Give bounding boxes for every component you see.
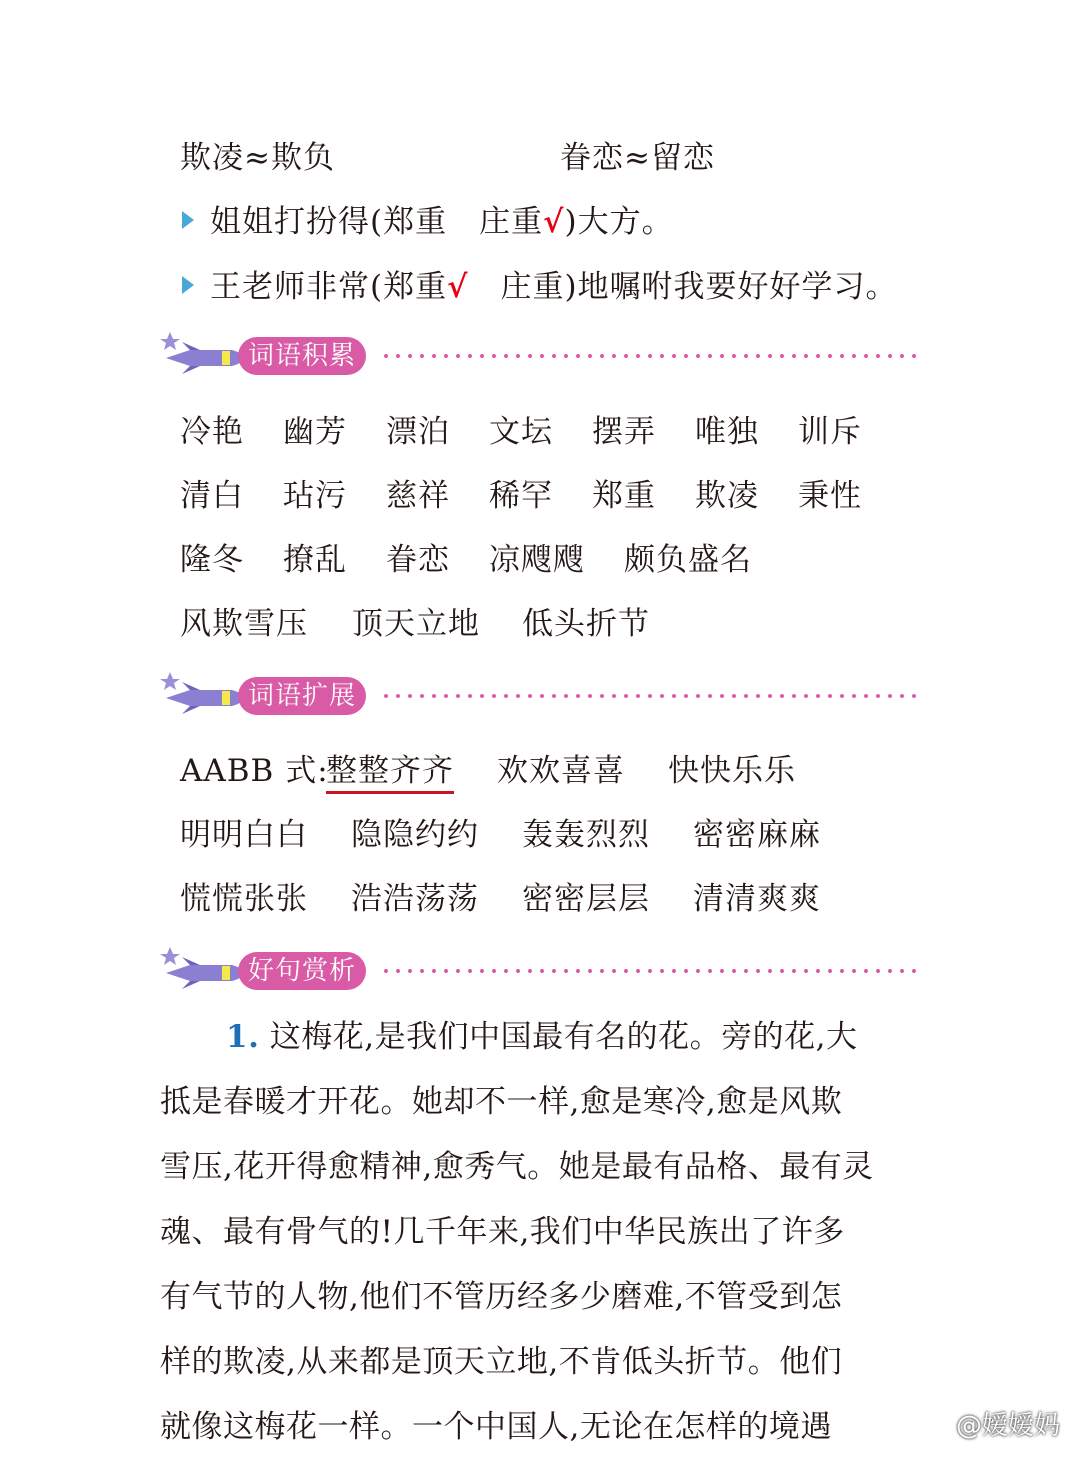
passage-line: 有气节的人物,他们不管历经多少磨难,不管受到怎 <box>160 1279 843 1315</box>
word-item: 轰轰烈烈 <box>522 817 650 853</box>
dotted-divider <box>380 969 920 973</box>
word-item: 密密层层 <box>522 881 650 917</box>
word-item: 慌慌张张 <box>180 881 308 917</box>
word-item: 快快乐乐 <box>668 753 796 789</box>
section-header-extension <box>160 670 920 720</box>
rocket-icon <box>160 945 250 995</box>
word-item: 唯独 <box>695 414 759 450</box>
passage-line: 魂、最有骨气的!几千年来,我们中华民族出了许多 <box>160 1214 845 1250</box>
rocket-icon <box>160 330 250 380</box>
word-item: 明明白白 <box>180 817 308 853</box>
passage-line: 1. 这梅花,是我们中国最有名的花。旁的花,大 <box>226 1019 858 1055</box>
watermark: @嫒嫒妈 <box>955 1411 1060 1441</box>
word-item: 浩浩荡荡 <box>351 881 479 917</box>
section-title: 词语扩展 <box>238 677 366 715</box>
word-item: 文坛 <box>489 414 553 450</box>
check-mark-icon: √ <box>543 204 565 240</box>
word-item: 清清爽爽 <box>693 881 821 917</box>
word-item: 幽芳 <box>283 414 347 450</box>
word-item: 眷恋 <box>386 542 450 578</box>
dotted-divider <box>380 694 920 698</box>
exercise-1-text-before: 姐姐打扮得(郑重 庄重 <box>210 204 544 240</box>
word-item-underlined: 整整齐齐 <box>326 745 454 790</box>
arrow-icon <box>182 276 194 294</box>
aabb-label: AABB 式: <box>180 753 329 789</box>
arrow-icon <box>182 211 194 229</box>
synonym-pair-1: 欺凌≈欺负 <box>180 140 335 176</box>
passage-number: 1. <box>226 1019 260 1055</box>
exercise-2 <box>182 261 898 306</box>
word-item: 撩乱 <box>283 542 347 578</box>
section-title: 好句赏析 <box>238 952 366 990</box>
word-item: 秉性 <box>798 478 862 514</box>
passage-line: 雪压,花开得愈精神,愈秀气。她是最有品格、最有灵 <box>160 1149 874 1185</box>
word-item: 低头折节 <box>522 606 650 642</box>
exercise-1 <box>182 196 674 241</box>
word-item: 顶天立地 <box>352 606 480 642</box>
word-item: 慈祥 <box>386 478 450 514</box>
word-item: 摆弄 <box>592 414 656 450</box>
word-item: 漂泊 <box>386 414 450 450</box>
word-item: 隆冬 <box>180 542 244 578</box>
section-header-accumulation <box>160 330 920 380</box>
section-title: 词语积累 <box>238 337 366 375</box>
exercise-2-text-before: 王老师非常(郑重 <box>210 269 448 305</box>
word-item: 凉飕飕 <box>489 542 585 578</box>
word-item: 冷艳 <box>180 414 244 450</box>
word-item: 欺凌 <box>695 478 759 514</box>
synonym-pair-2: 眷恋≈留恋 <box>560 140 715 176</box>
word-item: 玷污 <box>283 478 347 514</box>
passage-line: 就像这梅花一样。一个中国人,无论在怎样的境遇 <box>160 1409 832 1445</box>
rocket-icon <box>160 670 250 720</box>
word-item: 训斥 <box>798 414 862 450</box>
word-item: 密密麻麻 <box>693 817 821 853</box>
word-item: 风欺雪压 <box>180 606 308 642</box>
exercise-1-text-after: )大方。 <box>564 204 674 240</box>
section-header-appreciation <box>160 945 920 995</box>
dotted-divider <box>380 354 920 358</box>
word-item: 颇负盛名 <box>624 542 752 578</box>
word-item: 郑重 <box>592 478 656 514</box>
word-item: 欢欢喜喜 <box>497 753 625 789</box>
passage-line: 样的欺凌,从来都是顶天立地,不肯低头折节。他们 <box>160 1344 843 1380</box>
check-mark-icon: √ <box>447 269 469 305</box>
passage <box>160 1005 930 1460</box>
word-item: 隐隐约约 <box>351 817 479 853</box>
word-item: 清白 <box>180 478 244 514</box>
exercise-2-text-after: 庄重)地嘱咐我要好好学习。 <box>468 269 898 305</box>
passage-line: 抵是春暖才开花。她却不一样,愈是寒冷,愈是风欺 <box>160 1084 843 1120</box>
word-item: 稀罕 <box>489 478 553 514</box>
